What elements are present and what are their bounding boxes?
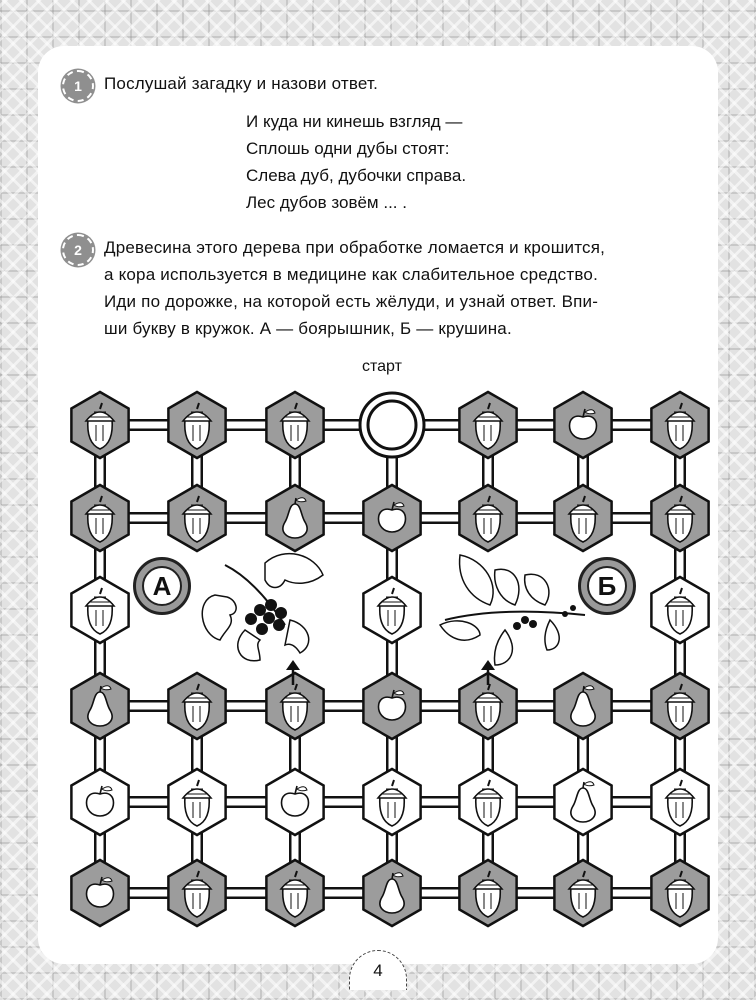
answer-badge-b (578, 557, 636, 615)
maze-cell-acorn (459, 485, 516, 551)
maze-cell-apple (71, 769, 128, 835)
task-text-line: Древесина этого дерева при обработке ломается и крошится, (104, 238, 606, 257)
maze-cell-acorn (651, 673, 708, 739)
maze-cell-apple (554, 392, 611, 458)
poem-line: И куда ни кинешь взгляд — (246, 112, 463, 131)
start-cell (360, 393, 424, 457)
maze-cell-pear (71, 673, 128, 739)
task-number-badge: 2 (62, 234, 94, 266)
maze-cell-pear (554, 673, 611, 739)
maze-cell-acorn (459, 769, 516, 835)
maze-cell-acorn (266, 673, 323, 739)
maze-cell-acorn (651, 577, 708, 643)
maze-cell-acorn (168, 485, 225, 551)
maze-cell-acorn (363, 577, 420, 643)
maze-cell-acorn (554, 860, 611, 926)
maze-cell-acorn (266, 392, 323, 458)
answer-letter-b: Б (587, 566, 627, 606)
maze-cell-pear (363, 860, 420, 926)
poem-line: Сплошь одни дубы стоят: (246, 139, 450, 158)
maze-cell-acorn (266, 860, 323, 926)
maze-cell-apple (363, 673, 420, 739)
maze-cell-acorn (71, 577, 128, 643)
task-1-prompt: Послушай загадку и назови ответ. (104, 74, 379, 93)
maze-cell-acorn (459, 392, 516, 458)
maze-cell-acorn (651, 769, 708, 835)
page-number: 4 (349, 950, 407, 990)
buckthorn-branch-icon (440, 555, 585, 665)
maze-cell-acorn (168, 673, 225, 739)
maze-cell-acorn (168, 860, 225, 926)
answer-badge-a (133, 557, 191, 615)
maze-cell-acorn (651, 485, 708, 551)
maze-cell-acorn (71, 392, 128, 458)
maze-cell-acorn (168, 769, 225, 835)
maze-cell-acorn (71, 485, 128, 551)
maze-cell-apple (71, 860, 128, 926)
maze-cell-pear (554, 769, 611, 835)
poem-line: Лес дубов зовём ... . (246, 193, 407, 212)
hawthorn-branch-icon (202, 554, 323, 661)
maze-cell-acorn (651, 392, 708, 458)
maze-cell-apple (266, 769, 323, 835)
task-text-line: а кора используется в медицине как слабительное средство. (104, 265, 598, 284)
maze-cell-acorn (651, 860, 708, 926)
task-number-badge: 1 (62, 70, 94, 102)
maze-cell-apple (363, 485, 420, 551)
task-text-line: Иди по дорожке, на которой есть жёлуди, и узнай ответ. Впи- (104, 292, 599, 311)
answer-letter-a: А (142, 566, 182, 606)
maze-cell-acorn (168, 392, 225, 458)
start-label: старт (362, 358, 402, 375)
poem-line: Слева дуб, дубочки справа. (246, 166, 467, 185)
maze-cell-acorn (363, 769, 420, 835)
task-text-line: ши букву в кружок. А — боярышник, Б — крушина. (104, 319, 512, 338)
maze-cell-acorn (459, 860, 516, 926)
maze-cell-pear (266, 485, 323, 551)
maze-cell-acorn (554, 485, 611, 551)
